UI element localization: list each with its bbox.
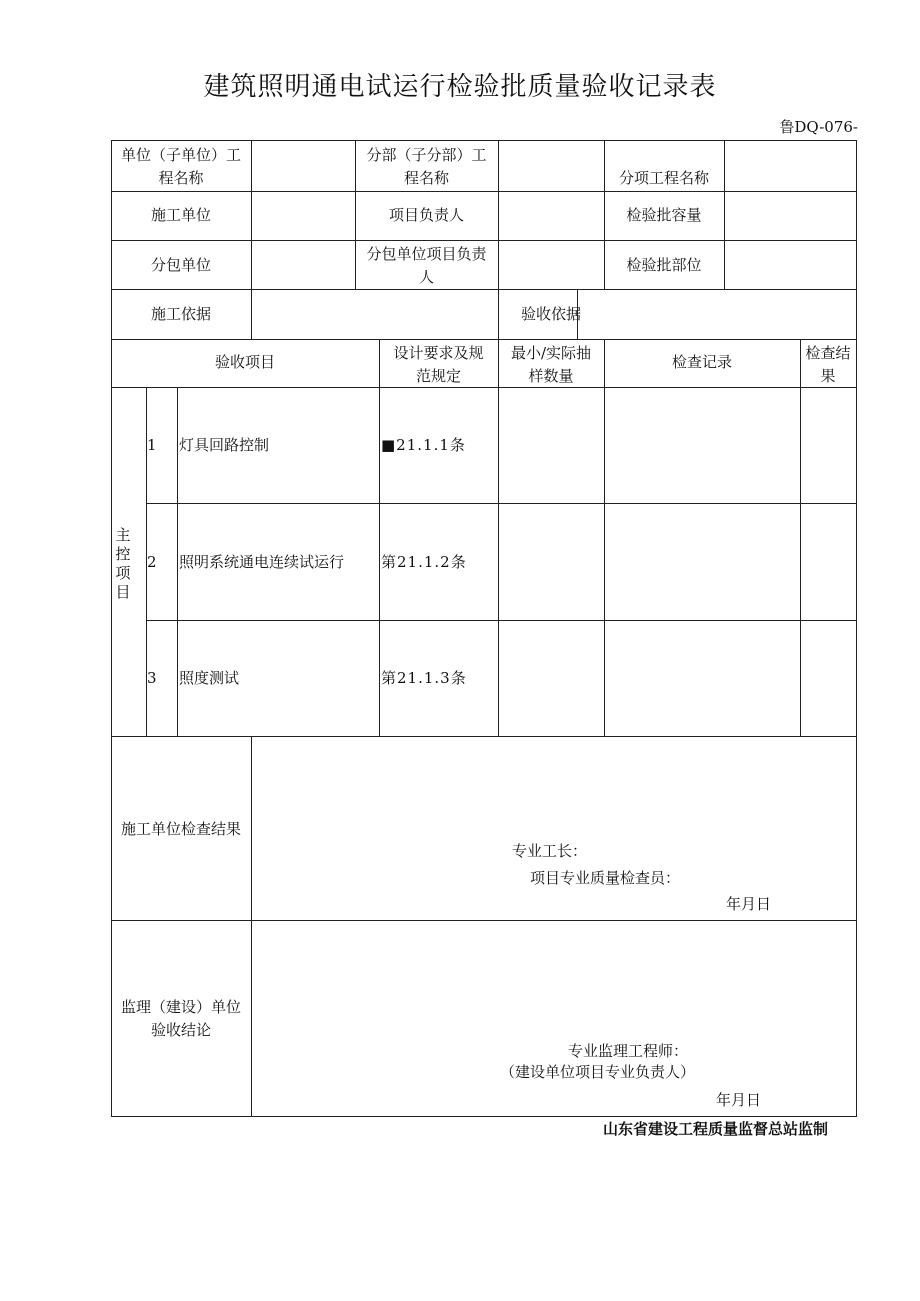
page-title: 建筑照明通电试运行检验批质量验收记录表 xyxy=(203,72,717,102)
table-rule xyxy=(111,289,857,290)
label-line: 果 xyxy=(820,367,836,385)
label-line: 程名称 xyxy=(403,169,449,187)
header-check-result xyxy=(800,342,856,388)
label-line: 分包单位项目负责 xyxy=(366,245,487,263)
issuer-footer: 山东省建设工程质量监督总站监制 xyxy=(602,1120,828,1138)
label-char: 主 xyxy=(115,526,131,544)
foreman-signature: 专业工长： xyxy=(512,842,588,860)
item-number: 2 xyxy=(147,553,157,571)
item-name: 灯具回路控制 xyxy=(179,436,270,454)
contractor-check-date: 年月日 xyxy=(726,895,772,913)
table-rule xyxy=(111,140,112,1117)
table-rule xyxy=(251,140,252,290)
table-rule xyxy=(251,289,252,339)
table-rule xyxy=(111,240,857,241)
supervising-engineer-signature: 专业监理工程师： xyxy=(568,1042,689,1060)
table-rule xyxy=(146,503,857,504)
table-rule xyxy=(604,339,605,737)
label-line: 设计要求及规 xyxy=(393,344,484,362)
label-line: 范规定 xyxy=(415,367,461,385)
supervisor-conclusion-date: 年月日 xyxy=(716,1091,762,1109)
contractor-check-label: 施工单位检查结果 xyxy=(120,820,241,838)
label-char: 项 xyxy=(115,564,131,582)
contractor-label: 施工单位 xyxy=(150,206,211,224)
main-control-items-label xyxy=(111,526,135,602)
label-line: 样数量 xyxy=(528,367,574,385)
subdivision-name-label xyxy=(355,144,498,190)
table-rule xyxy=(111,191,857,192)
label-line: 最小/实际抽 xyxy=(510,344,592,362)
table-rule xyxy=(498,140,499,290)
label-line: 验收结论 xyxy=(150,1021,211,1039)
unit-project-name-label xyxy=(111,144,251,190)
form-code: 鲁DQ-076- xyxy=(779,118,858,136)
item-clause: 第21.1.2条 xyxy=(381,553,467,571)
subcontractor-label: 分包单位 xyxy=(150,256,211,274)
project-leader-label: 项目负责人 xyxy=(388,206,464,224)
quality-inspector-signature: 项目专业质量检查员： xyxy=(530,869,681,887)
batch-capacity-label: 检验批容量 xyxy=(626,206,702,224)
header-check-record: 检查记录 xyxy=(671,353,732,371)
label-line: 检查结 xyxy=(805,344,851,362)
table-rule xyxy=(251,736,252,1117)
table-rule xyxy=(111,736,857,737)
subcontractor-leader-label xyxy=(355,243,498,289)
item-clause: ■21.1.1条 xyxy=(381,436,466,454)
table-rule xyxy=(856,140,857,1117)
table-rule xyxy=(111,339,857,340)
item-number: 3 xyxy=(147,669,157,687)
batch-location-label: 检验批部位 xyxy=(626,256,702,274)
label-line: 程名称 xyxy=(158,169,204,187)
label-char: 控 xyxy=(115,545,131,563)
acceptance-basis-label: 验收依据 xyxy=(520,305,581,323)
supervisor-conclusion-label xyxy=(111,996,251,1042)
label-char: 目 xyxy=(115,583,131,601)
label-line: 监理（建设）单位 xyxy=(120,998,241,1016)
header-design-requirement xyxy=(379,342,498,388)
item-clause: 第21.1.3条 xyxy=(381,669,467,687)
construction-basis-label: 施工依据 xyxy=(150,305,211,323)
table-rule xyxy=(111,920,857,921)
table-rule xyxy=(146,620,857,621)
table-rule xyxy=(800,339,801,737)
label-line: 单位（子单位）工 xyxy=(120,146,241,164)
item-number: 1 xyxy=(147,436,157,454)
builder-representative-signature: （建设单位项目专业负责人） xyxy=(500,1063,696,1081)
table-rule xyxy=(111,1116,857,1117)
header-inspection-item: 验收项目 xyxy=(214,353,275,371)
item-name: 照度测试 xyxy=(179,669,240,687)
table-rule xyxy=(379,339,380,737)
table-rule xyxy=(111,140,857,141)
label-line: 人 xyxy=(418,268,434,286)
label-line: 分部（子分部）工 xyxy=(366,146,487,164)
header-sample-quantity xyxy=(498,342,604,388)
table-rule xyxy=(724,140,725,290)
item-project-name-label: 分项工程名称 xyxy=(618,169,709,187)
table-rule xyxy=(498,339,499,737)
table-rule xyxy=(177,387,178,737)
item-name: 照明系统通电连续试运行 xyxy=(179,553,345,571)
